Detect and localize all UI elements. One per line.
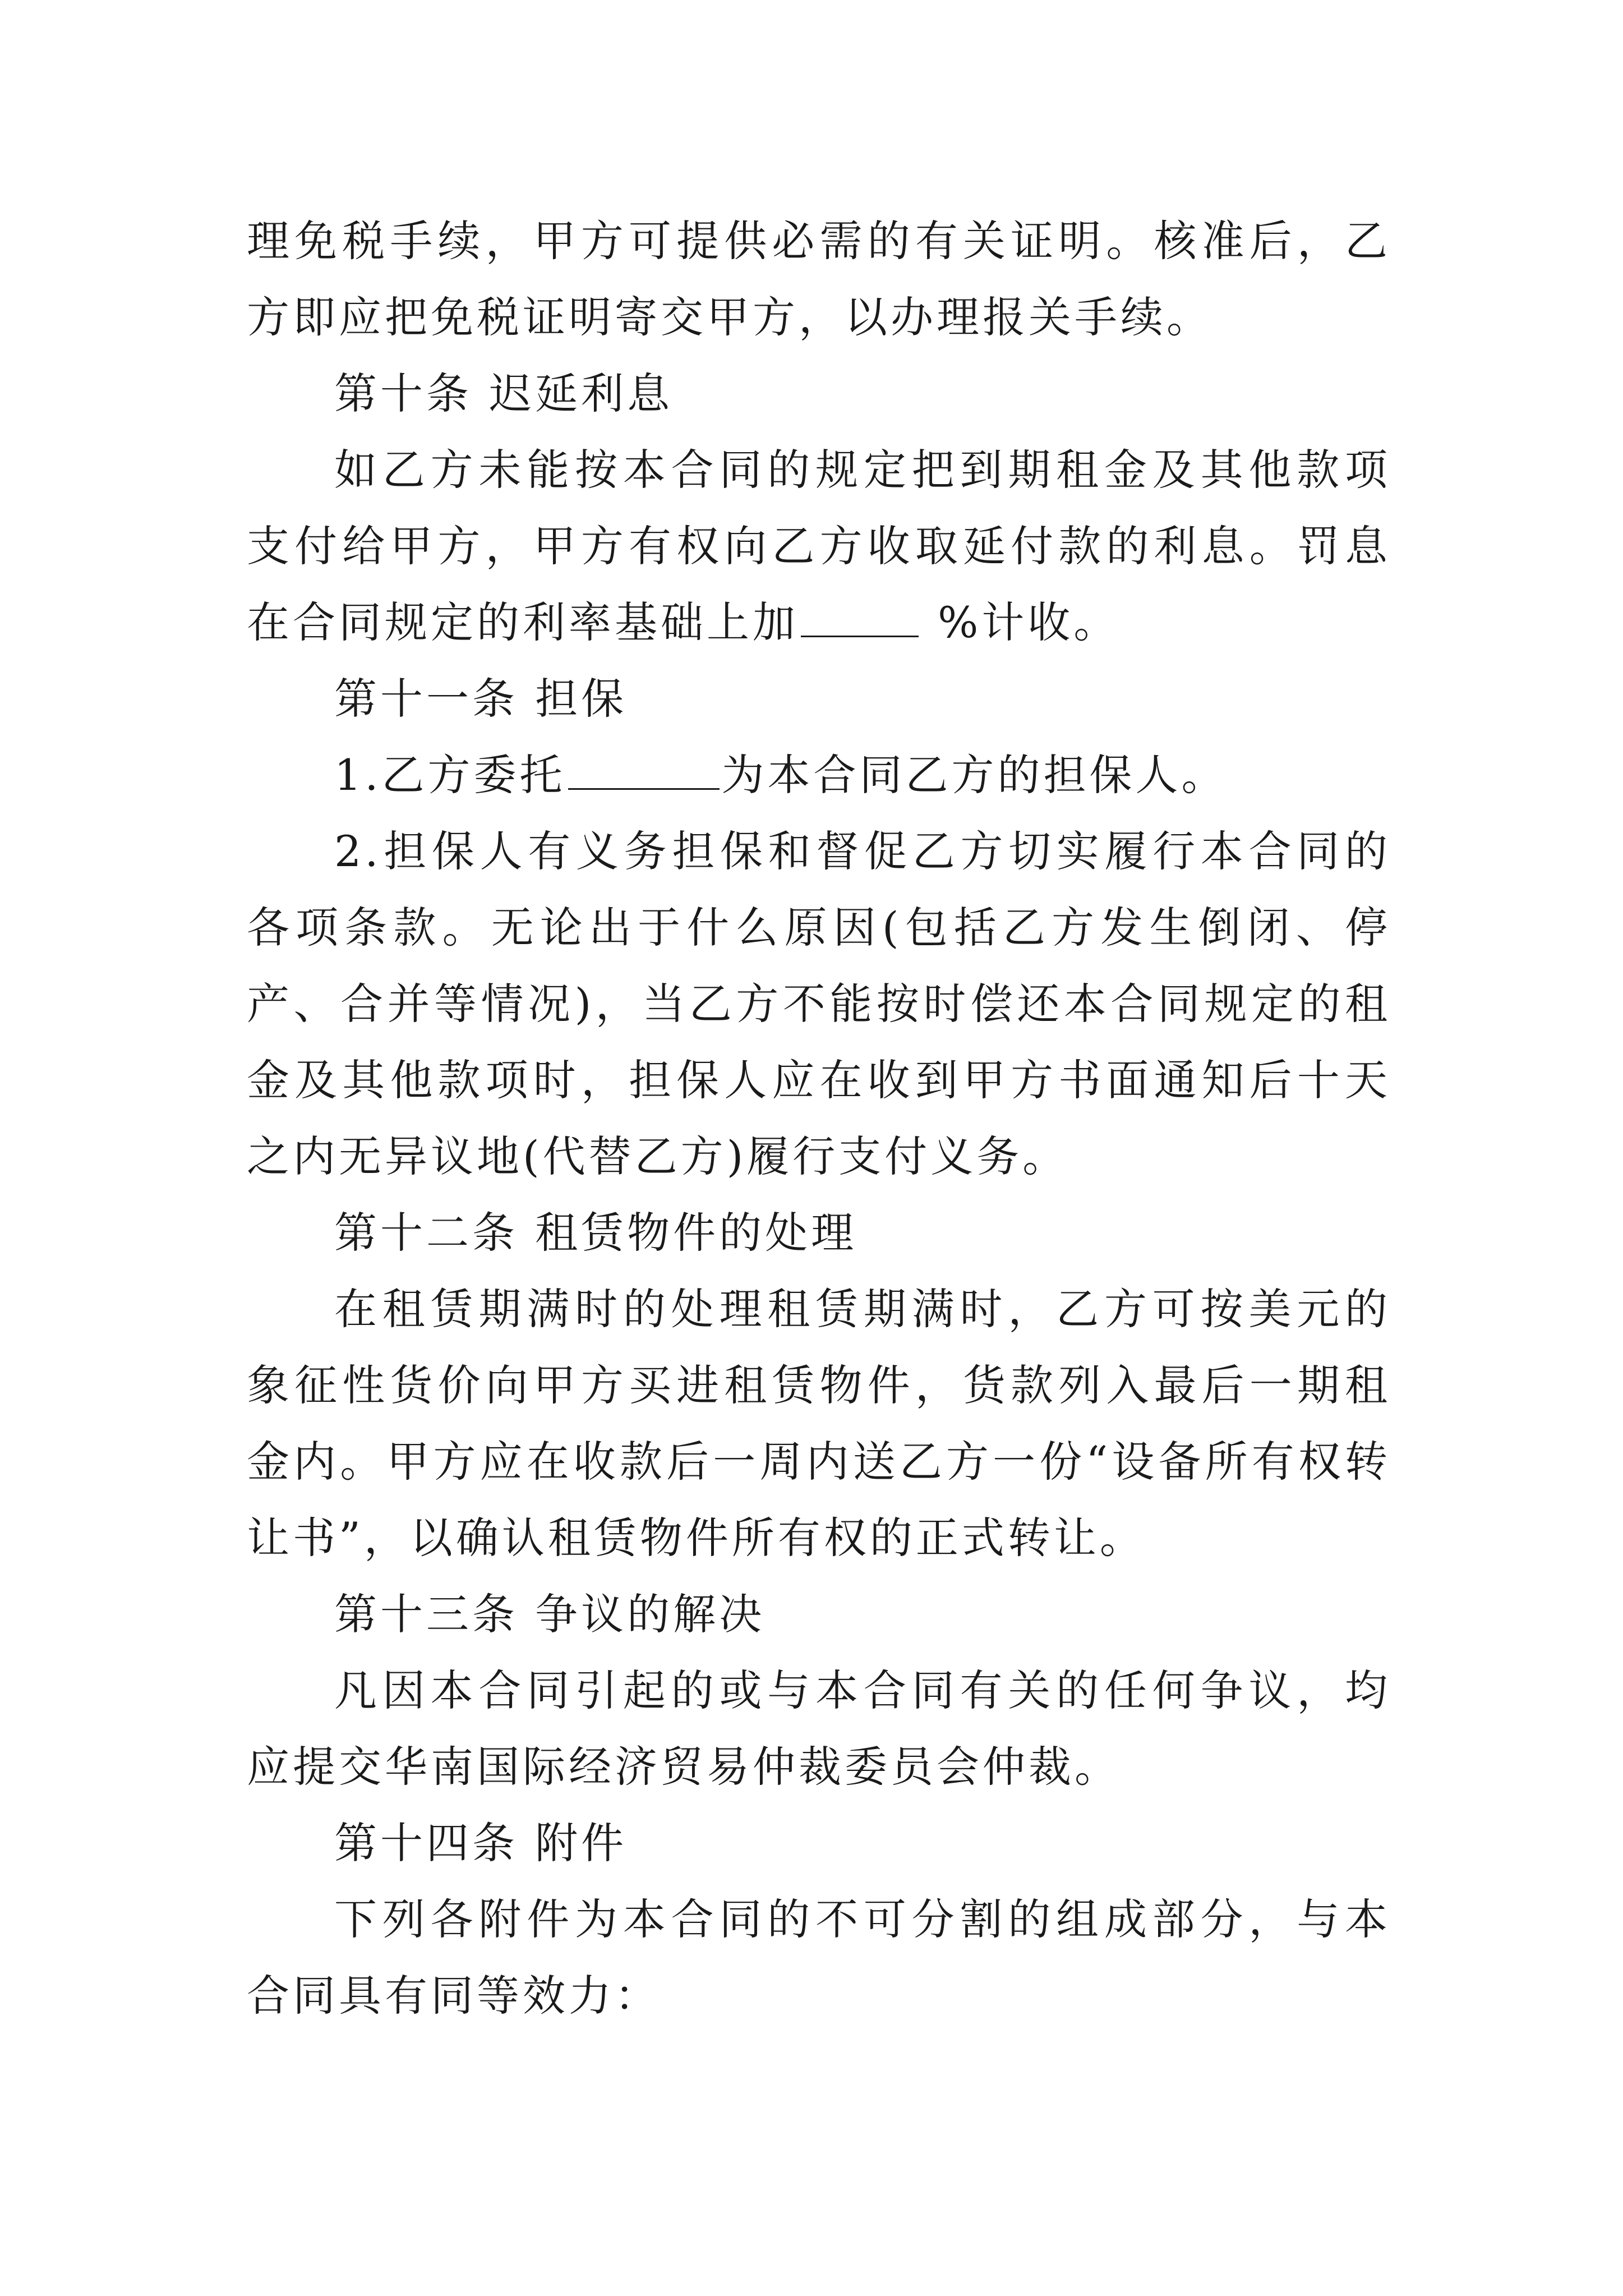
paragraph-continuation: 理免税手续，甲方可提供必需的有关证明。核准后，乙方即应把免税证明寄交甲方，以办理报关手续。 [247, 216, 1391, 342]
article-10-body [247, 432, 1391, 661]
document-body [247, 203, 1391, 2034]
article-11-heading: 第十一条 担保 [334, 674, 628, 724]
article-10-text-before: 如乙方未能按本合同的规定把到期租金及其他款项支付给甲方，甲方有权向乙方收取延付款的利息。罚息在合同规定的利率基础上加 [247, 445, 1391, 647]
article-13-body: 凡因本合同引起的或与本合同有关的任何争议，均应提交华南国际经济贸易仲裁委员会仲裁。 [247, 1665, 1391, 1792]
guarantor-blank-line [568, 754, 720, 790]
article-11-item-2: 2.担保人有义务担保和督促乙方切实履行本合同的各项条款。无论出于什么原因(包括乙方发生倒闭、停产、合并等情况)，当乙方不能按时偿还本合同规定的租金及其他款项时，担保人应在收到甲方书面通知后十天之内无异议地(代替乙方)履行支付义务。 [247, 826, 1391, 1181]
article-10-heading: 第十条 迟延利息 [334, 369, 674, 418]
article-14-heading: 第十四条 附件 [334, 1818, 628, 1868]
article-12-heading: 第十二条 租赁物件的处理 [334, 1208, 857, 1258]
article-11-item-1-before: 1.乙方委托 [334, 750, 566, 800]
rate-blank-line [801, 602, 919, 637]
article-13-heading: 第十三条 争议的解决 [334, 1589, 766, 1639]
article-10-text-after: %计收。 [921, 597, 1120, 647]
article-11-item-1 [247, 737, 1391, 813]
article-14-body: 下列各附件为本合同的不可分割的组成部分，与本合同具有同等效力： [247, 1894, 1391, 2021]
article-11-item-1-after: 为本合同乙方的担保人。 [721, 750, 1228, 800]
article-12-body: 在租赁期满时的处理租赁期满时，乙方可按美元的象征性货价向甲方买进租赁物件，货款列入最后一期租金内。甲方应在收款后一周内送乙方一份“设备所有权转让书”，以确认租赁物件所有权的正式转让。 [247, 1284, 1391, 1563]
